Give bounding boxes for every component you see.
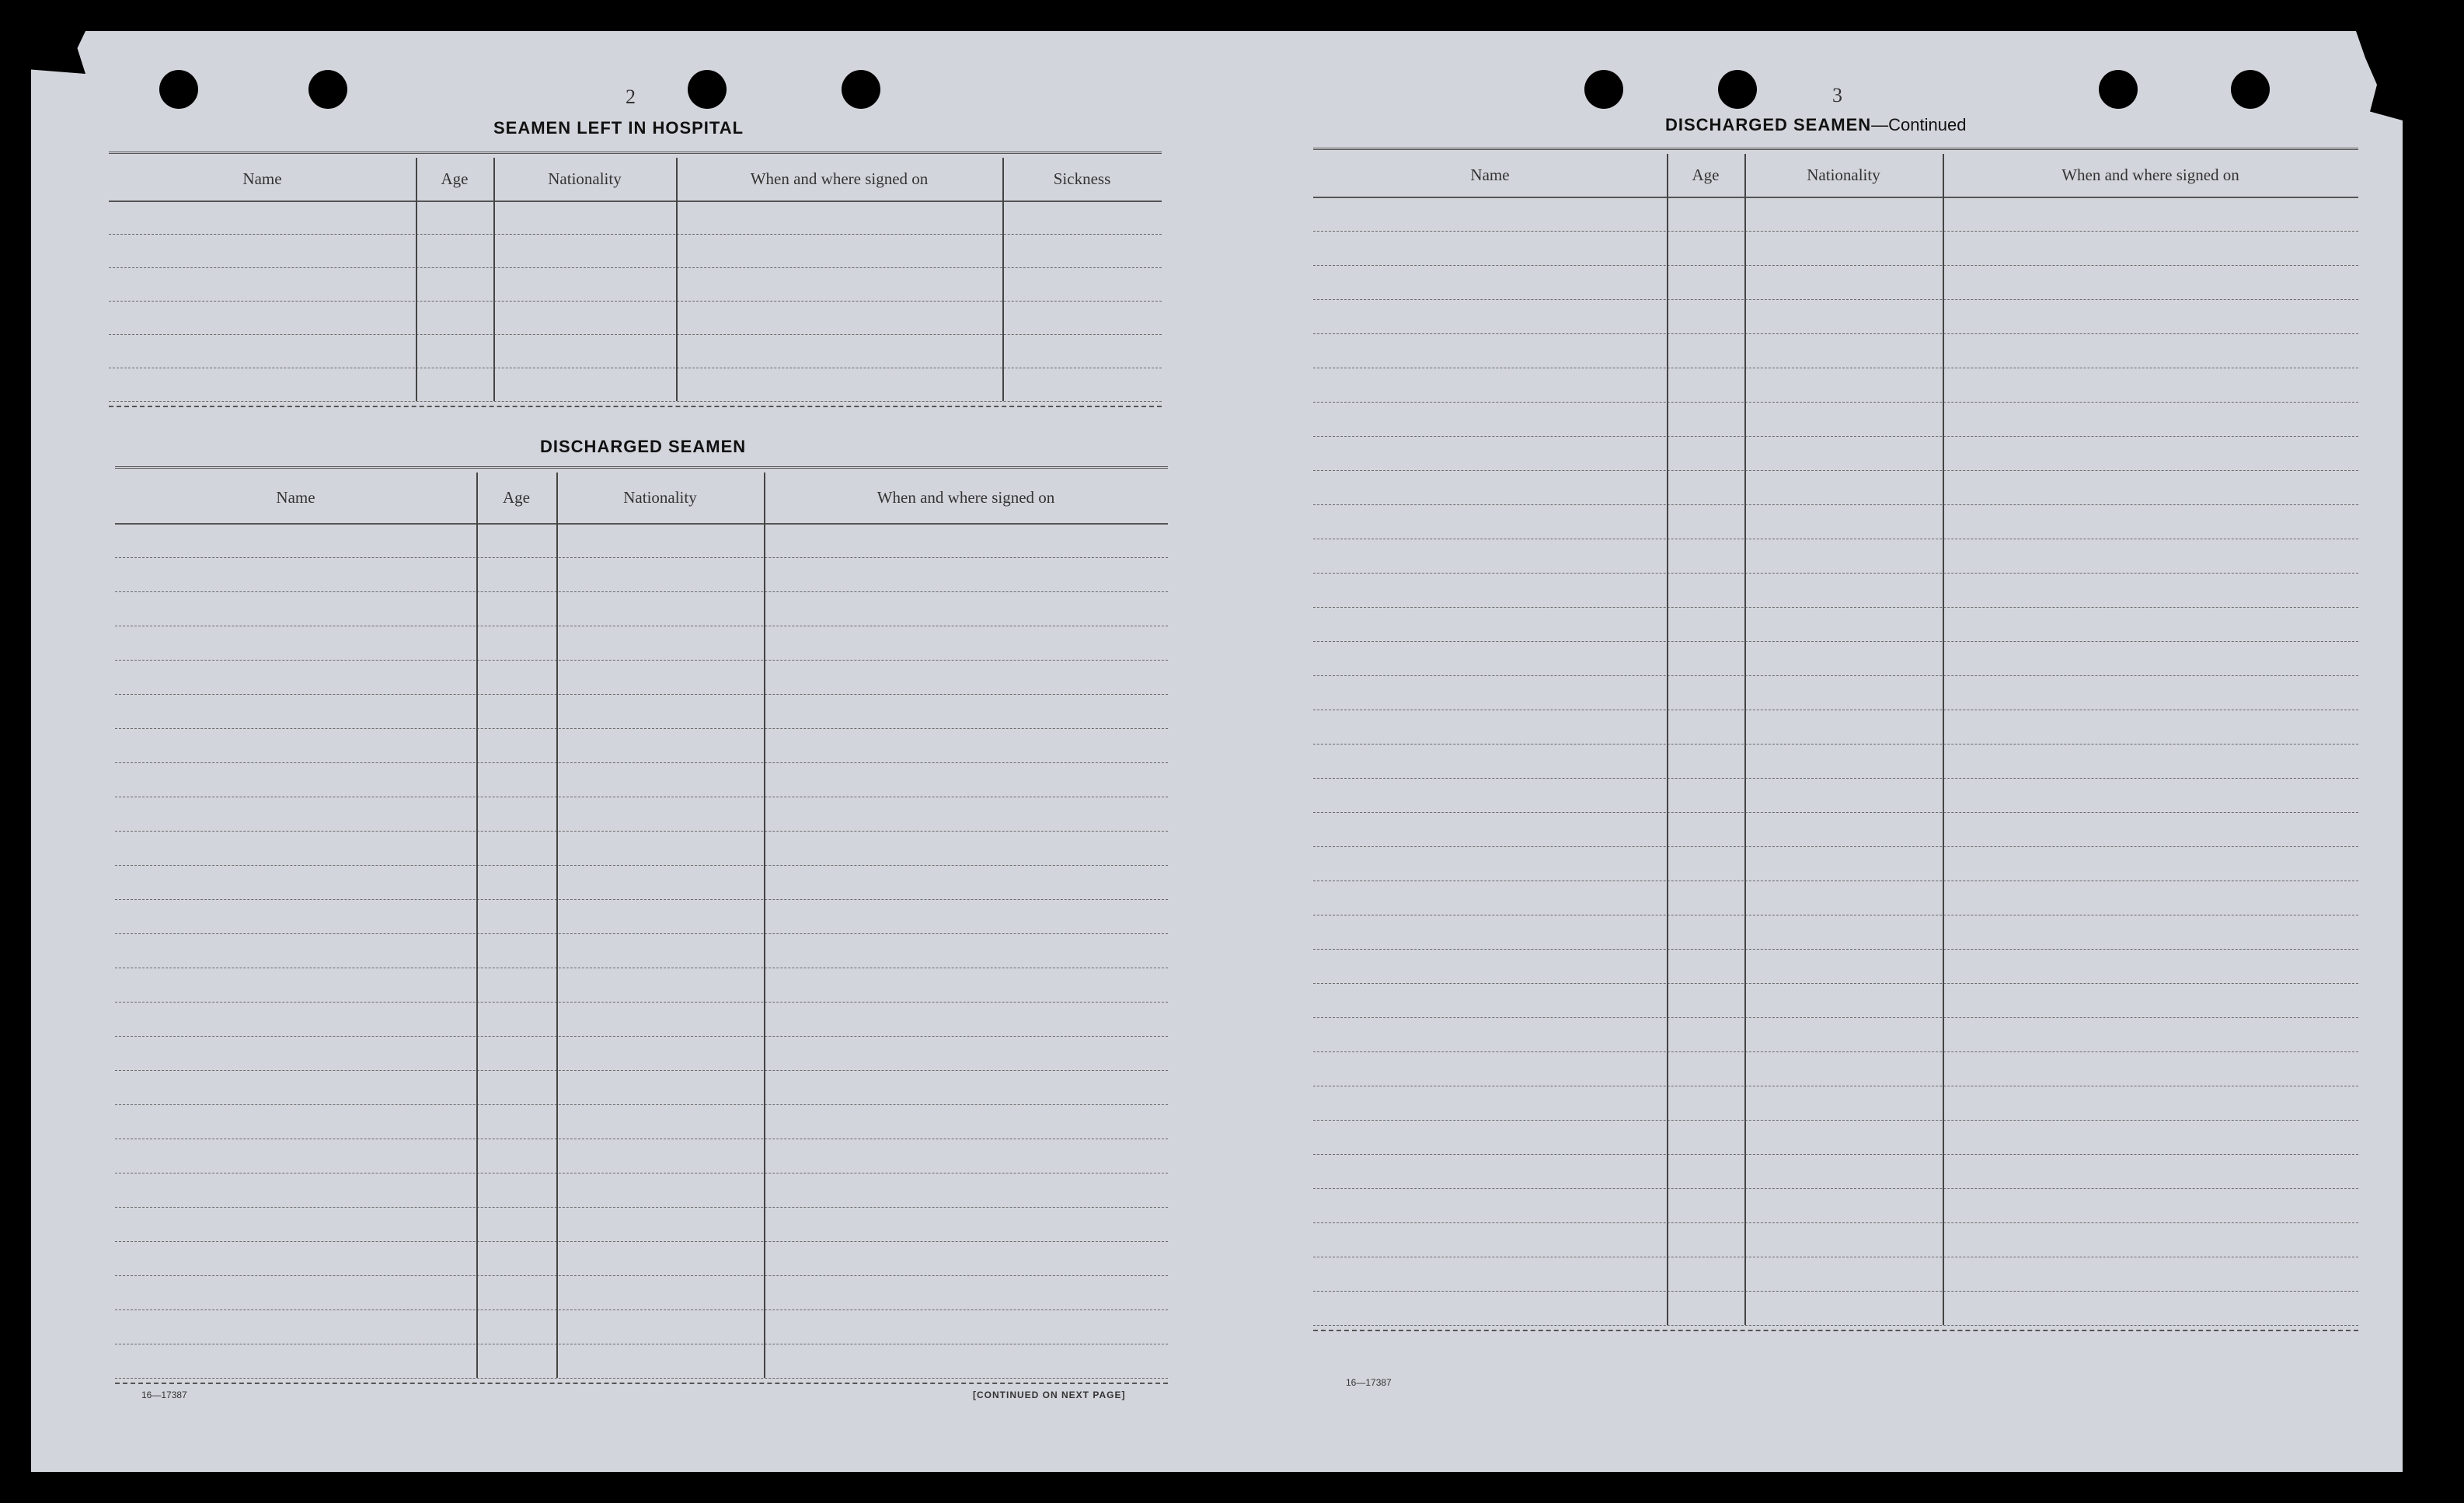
hospital-column-divider (1002, 158, 1004, 401)
continued-row-line (1313, 1222, 2358, 1223)
continued-row-line (1313, 607, 2358, 608)
continued-row-line (1313, 402, 2358, 403)
continued-note: [CONTINUED ON NEXT PAGE] (973, 1390, 1126, 1400)
discharged-row-line (115, 1070, 1168, 1071)
binder-hole (1584, 70, 1623, 109)
continued-column-divider (1744, 154, 1746, 1325)
continued-col-age: Age (1692, 166, 1720, 184)
form-sheet (31, 31, 2403, 1472)
continued-row-line (1313, 1120, 2358, 1121)
continued-table (1313, 148, 2358, 1400)
page-number-left: 2 (626, 85, 636, 108)
continued-column-divider (1943, 154, 1944, 1325)
hospital-col-sickness: Sickness (1053, 169, 1111, 188)
discharged-column-divider (476, 473, 478, 1378)
discharged-row-line (115, 1207, 1168, 1208)
discharged-column-divider (556, 473, 558, 1378)
continued-header-row (1313, 154, 2358, 198)
continued-row-line (1313, 573, 2358, 574)
discharged-bottom-rule (115, 1383, 1168, 1384)
discharged-row-line (115, 865, 1168, 866)
discharged-col-age: Age (503, 488, 530, 507)
discharged-row-line (115, 1002, 1168, 1003)
binder-hole (308, 70, 347, 109)
discharged-table (115, 466, 1168, 1412)
footer-code-left: 16—17387 (141, 1390, 187, 1400)
discharged-col-nationality: Nationality (623, 488, 697, 507)
continued-row-line (1313, 983, 2358, 984)
continued-title-main: DISCHARGED SEAMEN (1665, 115, 1872, 134)
discharged-col-signed-on: When and where signed on (877, 488, 1055, 507)
binder-hole (2231, 70, 2270, 109)
discharged-row-line (115, 591, 1168, 592)
discharged-row-line (115, 1241, 1168, 1242)
discharged-row-line (115, 899, 1168, 900)
continued-row-line (1313, 846, 2358, 847)
continued-row-line (1313, 265, 2358, 266)
continued-row-line (1313, 231, 2358, 232)
continued-row-line (1313, 470, 2358, 471)
continued-col-nationality: Nationality (1807, 166, 1880, 184)
hospital-bottom-rule (109, 406, 1162, 407)
continued-row-line (1313, 436, 2358, 437)
continued-row-line (1313, 744, 2358, 745)
continued-row-line (1313, 812, 2358, 813)
hospital-col-name: Name (242, 169, 282, 188)
discharged-row-line (115, 660, 1168, 661)
continued-row-line (1313, 1325, 2358, 1326)
continued-row-line (1313, 299, 2358, 300)
hospital-col-nationality: Nationality (548, 169, 622, 188)
hospital-col-signed-on: When and where signed on (750, 169, 929, 188)
discharged-row-line (115, 694, 1168, 695)
page-number-right: 3 (1832, 84, 1842, 106)
continued-row-line (1313, 504, 2358, 505)
discharged-row-line (115, 831, 1168, 832)
continued-row-line (1313, 675, 2358, 676)
discharged-row-line (115, 762, 1168, 763)
discharged-section-title: DISCHARGED SEAMEN (540, 437, 747, 456)
continued-row-line (1313, 1188, 2358, 1189)
discharged-row-line (115, 1036, 1168, 1037)
continued-row-line (1313, 1051, 2358, 1052)
hospital-table (109, 152, 1162, 447)
continued-row-line (1313, 333, 2358, 334)
continued-row-line (1313, 641, 2358, 642)
hospital-column-divider (493, 158, 495, 401)
hospital-column-divider (416, 158, 417, 401)
continued-row-line (1313, 1017, 2358, 1018)
continued-col-name: Name (1470, 166, 1510, 184)
binder-hole (1718, 70, 1757, 109)
hospital-row-line (109, 401, 1162, 402)
discharged-row-line (115, 1104, 1168, 1105)
continued-column-divider (1667, 154, 1668, 1325)
continued-row-line (1313, 1154, 2358, 1155)
binder-hole (2099, 70, 2138, 109)
hospital-column-divider (676, 158, 678, 401)
discharged-row-line (115, 1275, 1168, 1276)
footer-code-right: 16—17387 (1346, 1377, 1392, 1388)
discharged-col-name: Name (276, 488, 315, 507)
hospital-section-title: SEAMEN LEFT IN HOSPITAL (493, 118, 744, 138)
continued-col-signed-on: When and where signed on (2061, 166, 2239, 184)
discharged-header-row (115, 473, 1168, 525)
continued-bottom-rule (1313, 1330, 2358, 1331)
continued-row-line (1313, 778, 2358, 779)
hospital-col-age: Age (441, 169, 469, 188)
discharged-row-line (115, 728, 1168, 729)
discharged-column-divider (764, 473, 765, 1378)
discharged-row-line (115, 933, 1168, 934)
binder-hole (688, 70, 727, 109)
discharged-row-line (115, 557, 1168, 558)
discharged-row-line (115, 1378, 1168, 1379)
binder-hole (159, 70, 198, 109)
torn-corner (31, 31, 85, 74)
continued-section-title (1665, 115, 1966, 135)
discharged-row-line (115, 1309, 1168, 1310)
torn-edge (2356, 31, 2403, 120)
continued-title-suffix: —Continued (1871, 115, 1967, 134)
continued-row-line (1313, 1291, 2358, 1292)
continued-row-line (1313, 949, 2358, 950)
binder-hole (842, 70, 880, 109)
